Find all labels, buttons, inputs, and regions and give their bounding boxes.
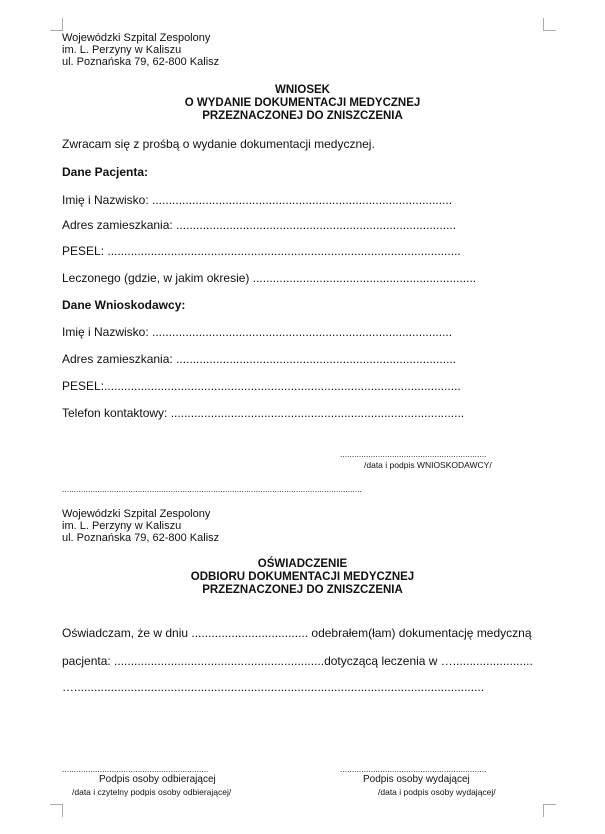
crop-mark-bottom-left bbox=[50, 804, 63, 817]
crop-mark-top-left bbox=[50, 18, 63, 31]
institution-address: ul. Poznańska 79, 62-800 Kalisz bbox=[62, 56, 220, 68]
receiver-signature-label: Podpis osoby odbierającej bbox=[99, 774, 216, 785]
institution-name-2: Wojewódzki Szpital Zespolony bbox=[62, 508, 211, 520]
institution-patron-2: im. L. Perzyny w Kaliszu bbox=[62, 520, 182, 532]
receiver-signature-caption: /data i czytelny podpis osoby odbierającej/ bbox=[72, 787, 232, 797]
cut-separator: ............................................................................................................................... bbox=[62, 484, 362, 494]
request-intro: Zwracam się z prośbą o wydanie dokumentacji medycznej. bbox=[62, 137, 375, 151]
declaration-title-line-3: PRZEZNACZONEJ DO ZNISZCZENIA bbox=[202, 584, 403, 596]
declaration-date-line[interactable]: Oświadczam, że w dniu ................................... odebrałem(łam) dokumentację medyczną bbox=[62, 626, 532, 640]
applicant-signature-line[interactable]: .............................................................. bbox=[340, 449, 487, 459]
issuer-signature-line[interactable]: .............................................................. bbox=[340, 764, 487, 774]
patient-pesel-field[interactable]: PESEL: .......................................................................................................... bbox=[62, 244, 461, 258]
receiver-signature-line[interactable]: .............................................................. bbox=[62, 764, 209, 774]
request-title-line-3: PRZEZNACZONEJ DO ZNISZCZENIA bbox=[202, 110, 403, 122]
applicant-signature-caption: /data i podpis WNIOSKODAWCY/ bbox=[364, 460, 492, 470]
declaration-title-line-1: OŚWIADCZENIE bbox=[257, 558, 348, 570]
issuer-signature-label: Podpis osoby wydającej bbox=[363, 774, 470, 785]
institution-patron: im. L. Perzyny w Kaliszu bbox=[62, 44, 182, 56]
applicant-phone-field[interactable]: Telefon kontaktowy: ........................................................................................ bbox=[62, 406, 465, 420]
issuer-signature-caption: /data i podpis osoby wydającej/ bbox=[378, 787, 496, 797]
patient-address-field[interactable]: Adres zamieszkania: .................................................................................... bbox=[62, 218, 457, 232]
crop-mark-top-right bbox=[543, 18, 556, 31]
patient-heading: Dane Pacjenta: bbox=[62, 165, 149, 179]
applicant-address-field[interactable]: Adres zamieszkania: .................................................................................... bbox=[62, 352, 457, 366]
patient-name-field[interactable]: Imię i Nazwisko: .......................................................................................... bbox=[62, 193, 453, 207]
request-title-line-1: WNIOSEK bbox=[275, 84, 330, 96]
applicant-heading: Dane Wnioskodawcy: bbox=[62, 298, 186, 312]
patient-treatment-field[interactable]: Leczonego (gdzie, w jakim okresie) ................................................................... bbox=[62, 271, 477, 285]
declaration-title-line-2: ODBIORU DOKUMENTACJI MEDYCZNEJ bbox=[190, 571, 415, 583]
institution-address-2: ul. Poznańska 79, 62-800 Kalisz bbox=[62, 532, 220, 544]
institution-name: Wojewódzki Szpital Zespolony bbox=[62, 32, 211, 44]
declaration-patient-line[interactable]: pacjenta: ...............................................................dotyczącą leczenia w …........................ bbox=[62, 654, 533, 668]
crop-mark-bottom-right bbox=[543, 804, 556, 817]
declaration-extra-line[interactable]: …........................................................................................................................... bbox=[62, 680, 485, 694]
applicant-pesel-field[interactable]: PESEL:........................................................................................................... bbox=[62, 379, 461, 393]
request-title-line-2: O WYDANIE DOKUMENTACJI MEDYCZNEJ bbox=[184, 97, 421, 109]
applicant-name-field[interactable]: Imię i Nazwisko: .......................................................................................... bbox=[62, 325, 453, 339]
